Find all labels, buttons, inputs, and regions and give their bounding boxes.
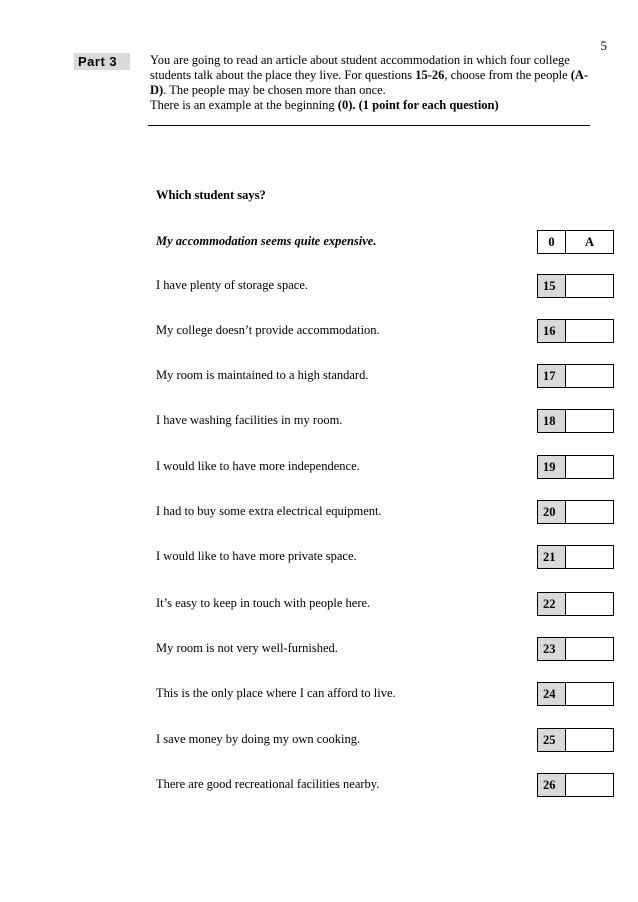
question-row (156, 274, 614, 298)
question-number: 22 (538, 593, 566, 615)
example-note: There is an example at the beginning (150, 98, 338, 112)
question-number: 17 (538, 365, 566, 387)
question-row (156, 773, 614, 797)
question-text: There are good recreational facilities nearby. (156, 777, 380, 791)
question-row (156, 592, 614, 616)
instructions-intro: You are going to read an article about student accommodation in which four college students talk about the place they live. For questions (150, 53, 570, 82)
answer-box (537, 455, 614, 479)
answer-box (537, 274, 614, 298)
answer-field[interactable] (566, 365, 613, 387)
answer-box (537, 728, 614, 752)
instructions (150, 53, 595, 113)
question-number: 26 (538, 774, 566, 796)
instructions-after-people: . The people may be chosen more than once. (163, 83, 386, 97)
question-number: 23 (538, 638, 566, 660)
question-text: It’s easy to keep in touch with people here. (156, 596, 371, 610)
question-row (156, 500, 614, 524)
question-row (156, 682, 614, 706)
question-number: 15 (538, 275, 566, 297)
question-row (156, 728, 614, 752)
question-number: 16 (538, 320, 566, 342)
answer-field[interactable] (566, 638, 613, 660)
answer-box (537, 230, 614, 254)
question-row (156, 455, 614, 479)
answer-field[interactable] (566, 683, 613, 705)
answer-field[interactable] (566, 501, 613, 523)
answer-box (537, 773, 614, 797)
answer-field: A (584, 235, 595, 249)
question-text: This is the only place where I can afford to live. (156, 686, 396, 700)
answer-field[interactable] (566, 275, 613, 297)
answer-box (537, 409, 614, 433)
question-number: 24 (538, 683, 566, 705)
answer-field[interactable] (566, 410, 613, 432)
answer-field[interactable] (566, 593, 613, 615)
question-text: I have plenty of storage space. (156, 278, 309, 292)
question-text: My room is not very well-furnished. (156, 641, 338, 655)
question-text: I would like to have more independence. (156, 459, 360, 473)
divider-rule (148, 125, 590, 126)
question-row (156, 364, 614, 388)
answer-field[interactable] (566, 729, 613, 751)
page-number: 5 (600, 38, 607, 53)
question-number: 20 (538, 501, 566, 523)
question-text: My room is maintained to a high standard. (156, 368, 369, 382)
question-number: 19 (538, 456, 566, 478)
people-range: (A-D) (150, 68, 589, 97)
answer-box (537, 682, 614, 706)
question-text: My accommodation seems quite expensive. (156, 234, 377, 248)
instructions-example-line (150, 98, 595, 113)
question-text: I would like to have more private space. (156, 549, 357, 563)
answer-field[interactable] (566, 320, 613, 342)
example-row (156, 230, 614, 254)
answer-field[interactable] (566, 456, 613, 478)
question-heading: Which student says? (156, 188, 266, 202)
question-text: I save money by doing my own cooking. (156, 732, 361, 746)
question-row (156, 409, 614, 433)
answer-box (537, 592, 614, 616)
instructions-paragraph (150, 53, 595, 98)
answer-box (537, 319, 614, 343)
part-label: Part 3 (74, 53, 130, 70)
question-row (156, 637, 614, 661)
question-number: 25 (538, 729, 566, 751)
question-number: 0 (538, 231, 566, 253)
answer-field[interactable] (566, 546, 613, 568)
question-text: I have washing facilities in my room. (156, 413, 343, 427)
answer-box (537, 500, 614, 524)
example-points-note: (0). (1 point for each question) (337, 98, 499, 112)
question-number: 18 (538, 410, 566, 432)
question-row (156, 545, 614, 569)
question-text: I had to buy some extra electrical equipment. (156, 504, 382, 518)
answer-box (537, 545, 614, 569)
question-number: 21 (538, 546, 566, 568)
question-range: 15-26 (415, 68, 445, 82)
answer-field[interactable] (566, 774, 613, 796)
instructions-mid: , choose from the people (444, 68, 571, 82)
answer-box (537, 364, 614, 388)
question-text: My college doesn’t provide accommodation. (156, 323, 380, 337)
answer-box (537, 637, 614, 661)
question-row (156, 319, 614, 343)
